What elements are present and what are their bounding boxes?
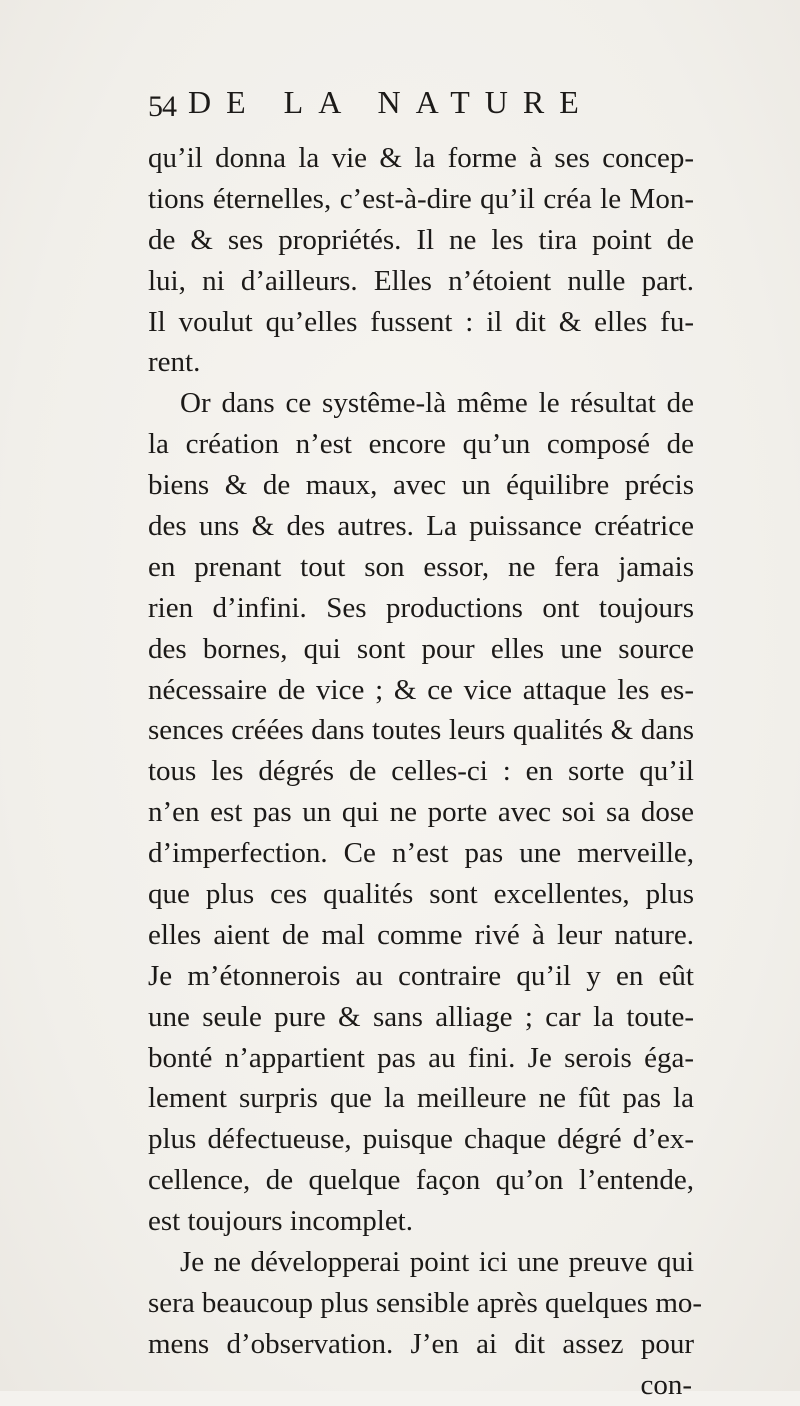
running-title: DE LA NATURE xyxy=(188,84,594,120)
page-header xyxy=(148,80,708,123)
text-line: sences créées dans toutes leurs qualités & dans xyxy=(148,714,694,747)
text-line: plus défectueuse, puisque chaque dégré d’ex- xyxy=(148,1123,694,1156)
catchword: con- xyxy=(640,1368,692,1401)
text-line: des uns & des autres. La puissance créatrice xyxy=(148,510,694,543)
page-number: 54 xyxy=(148,90,176,123)
text-line: rien d’infini. Ses productions ont toujours xyxy=(148,591,694,624)
text-line: cellence, de quelque façon qu’on l’entende, xyxy=(148,1164,694,1197)
text-line: bonté n’appartient pas au fini. Je serois éga- xyxy=(148,1041,694,1074)
text-line: des bornes, qui sont pour elles une source xyxy=(148,632,694,665)
text-line: nécessaire de vice ; & ce vice attaque les es- xyxy=(148,673,694,706)
text-line: Je ne développerai point ici une preuve qui xyxy=(180,1246,694,1279)
text-line: mens d’observation. J’en ai dit assez pour xyxy=(148,1327,694,1360)
text-line: rent. xyxy=(148,346,201,379)
text-line: que plus ces qualités sont excellentes, plus xyxy=(148,878,694,911)
text-line: lement surpris que la meilleure ne fût pas la xyxy=(148,1082,694,1115)
text-line: tous les dégrés de celles-ci : en sorte qu’il xyxy=(148,755,694,788)
text-line: est toujours incomplet. xyxy=(148,1205,413,1238)
text-line: d’imperfection. Ce n’est pas une merveille, xyxy=(148,837,694,870)
text-line: en prenant tout son essor, ne fera jamais xyxy=(148,550,694,583)
text-line: biens & de maux, avec un équilibre précis xyxy=(148,469,694,502)
body-text xyxy=(148,138,703,1406)
text-line: la création n’est encore qu’un composé de xyxy=(148,428,694,461)
text-line: lui, ni d’ailleurs. Elles n’étoient nulle part. xyxy=(148,264,694,297)
text-line: sera beaucoup plus sensible après quelques mo- xyxy=(148,1286,703,1319)
text-line: qu’il donna la vie & la forme à ses concep- xyxy=(148,142,694,174)
text-line: tions éternelles, c’est-à-dire qu’il créa le Mon- xyxy=(148,182,694,215)
text-line: de & ses propriétés. Il ne les tira point de xyxy=(148,223,694,256)
text-line: Je m’étonnerois au contraire qu’il y en eût xyxy=(148,959,694,992)
text-line: n’en est pas un qui ne porte avec soi sa dose xyxy=(148,796,694,829)
text-line: elles aient de mal comme rivé à leur nature. xyxy=(148,918,694,951)
text-line: une seule pure & sans alliage ; car la toute- xyxy=(148,1000,694,1033)
text-line: Or dans ce systême-là même le résultat de xyxy=(180,387,694,420)
text-line: Il voulut qu’elles fussent : il dit & elles fu- xyxy=(148,305,694,338)
